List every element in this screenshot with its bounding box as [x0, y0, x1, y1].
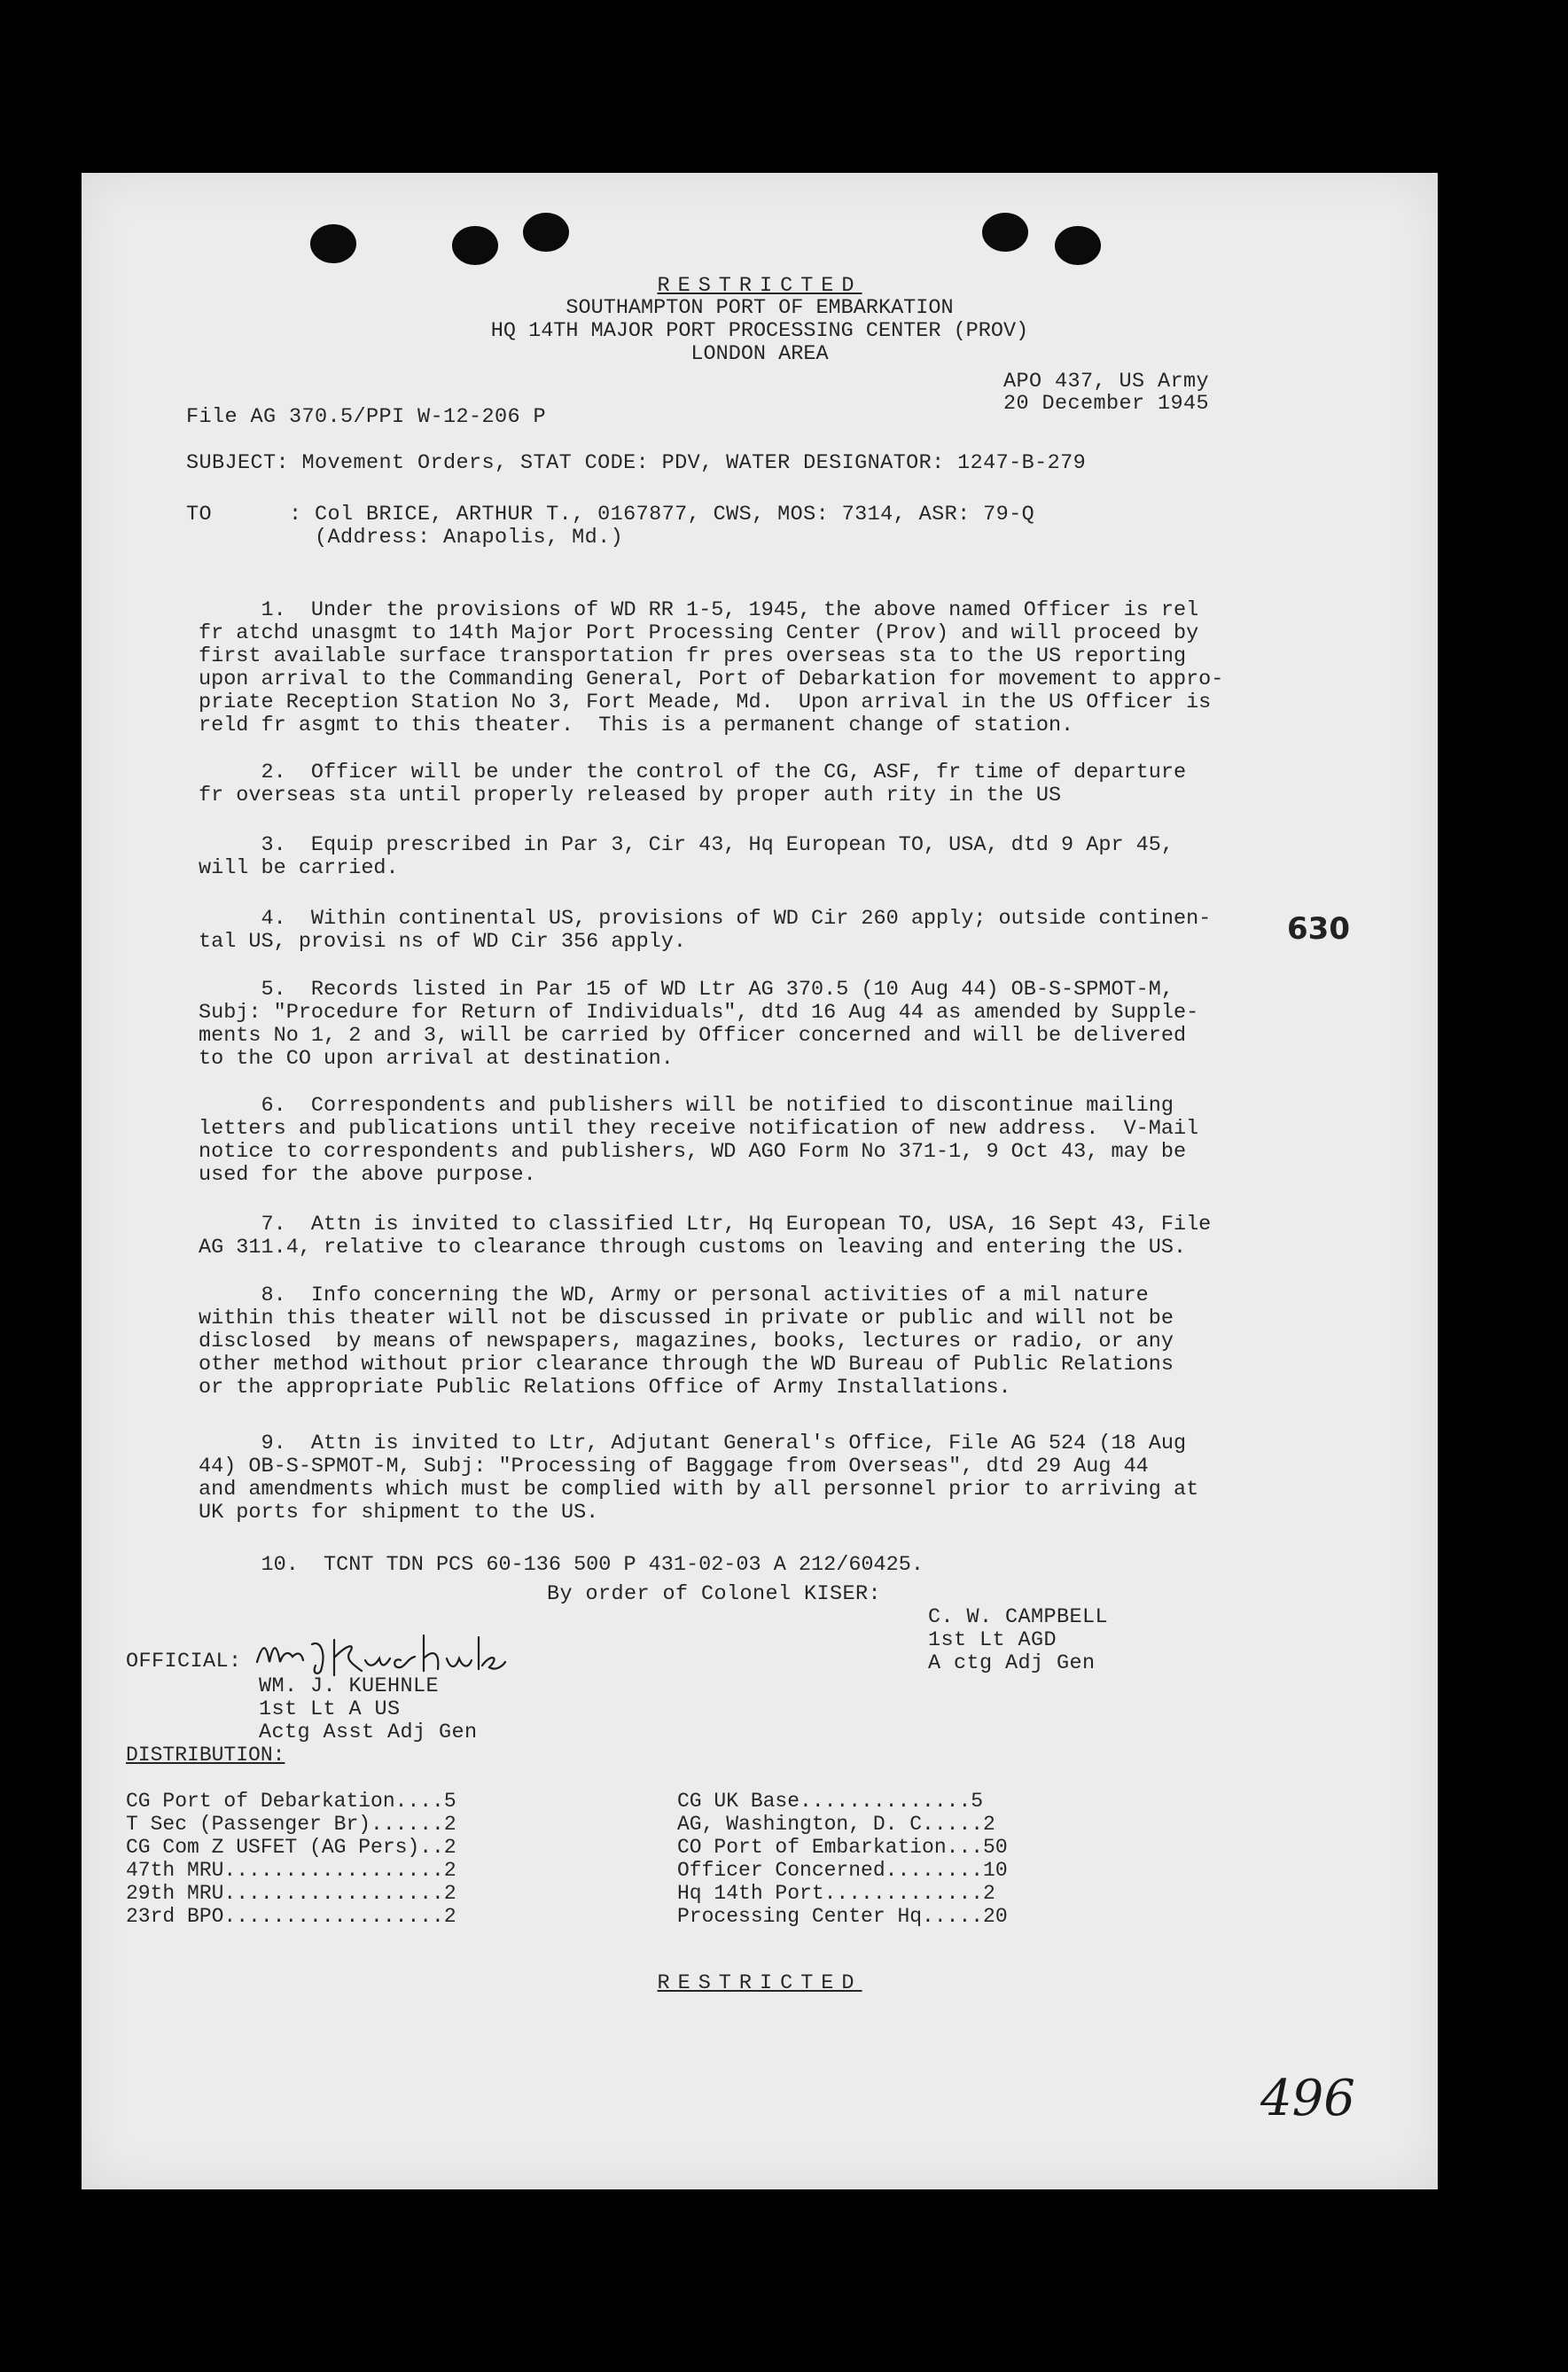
paragraph-line: 2. Officer will be under the control of the CG, ASF, fr time of departure	[199, 761, 1187, 784]
signatory-name: C. W. CAMPBELL	[928, 1605, 1109, 1629]
distribution-title: DISTRIBUTION:	[126, 1744, 285, 1767]
document-page	[82, 173, 1438, 2189]
distribution-item: 23rd BPO..................2	[126, 1905, 456, 1928]
handwritten-signature	[250, 1627, 507, 1680]
distribution-item: Processing Center Hq.....20	[677, 1905, 1008, 1928]
punch-hole-2	[452, 226, 498, 265]
official-rank: 1st Lt A US	[259, 1697, 401, 1721]
paragraph-5	[199, 956, 1422, 1071]
apo-line: APO 437, US Army	[1003, 370, 1210, 394]
paragraph-line: and amendments which must be complied with by all personnel prior to arriving at	[199, 1478, 1199, 1502]
paragraph-line: letters and publications until they receive notification of new address. V-Mail	[199, 1117, 1199, 1141]
paragraph-line: disclosed by means of newspapers, magazines, books, lectures or radio, or any	[199, 1330, 1174, 1354]
paragraph-1	[199, 576, 1422, 737]
paragraph-line: 1. Under the provisions of WD RR 1-5, 1945, the above named Officer is rel	[199, 598, 1199, 622]
page-stamp-number: 630	[1287, 911, 1350, 947]
paragraph-line: to the CO upon arrival at destination.	[199, 1047, 674, 1071]
paragraph-8	[199, 1261, 1422, 1400]
paragraph-line: 5. Records listed in Par 15 of WD Ltr AG 370.5 (10 Aug 44) OB-S-SPMOT-M,	[199, 978, 1174, 1002]
paragraph-line: upon arrival to the Commanding General, Port of Debarkation for movement to appro-	[199, 667, 1224, 691]
distribution-right	[677, 1767, 1008, 1928]
paragraph-line: fr overseas sta until properly released by proper auth rity in the US	[199, 784, 1062, 808]
paragraph-line: notice to correspondents and publishers, WD AGO Form No 371-1, 9 Oct 43, may be	[199, 1140, 1187, 1164]
classification-footer: RESTRICTED	[657, 1971, 862, 1995]
distribution-item: CO Port of Embarkation...50	[677, 1836, 1008, 1859]
distribution-item: CG Com Z USFET (AG Pers)..2	[126, 1836, 456, 1859]
distribution-item: T Sec (Passenger Br)......2	[126, 1813, 456, 1836]
subject-line: SUBJECT: Movement Orders, STAT CODE: PDV, WATER DESIGNATOR: 1247-B-279	[186, 451, 1087, 475]
paragraph-line: 6. Correspondents and publishers will be notified to discontinue mailing	[199, 1094, 1174, 1118]
paragraph-line: priate Reception Station No 3, Fort Meade, Md. Upon arrival in the US Officer is	[199, 691, 1212, 714]
distribution-item: CG UK Base..............5	[677, 1790, 984, 1813]
signatory-rank: 1st Lt AGD	[928, 1628, 1057, 1652]
paragraph-line: 7. Attn is invited to classified Ltr, Hq European TO, USA, 16 Sept 43, File	[199, 1213, 1212, 1237]
paragraph-line: other method without prior clearance through the WD Bureau of Public Relations	[199, 1353, 1174, 1377]
distribution-left	[126, 1767, 456, 1928]
distribution-item: AG, Washington, D. C.....2	[677, 1813, 995, 1836]
org-line-1: SOUTHAMPTON PORT OF EMBARKATION	[566, 296, 954, 320]
classification-header: RESTRICTED	[657, 274, 862, 298]
paragraph-line: used for the above purpose.	[199, 1163, 536, 1187]
paragraph-line: or the appropriate Public Relations Office of Army Installations.	[199, 1376, 1011, 1400]
date-line: 20 December 1945	[1003, 392, 1210, 416]
punch-hole-3	[523, 213, 569, 252]
handwritten-page-number: 496	[1260, 2070, 1355, 2127]
paragraph-line: 3. Equip prescribed in Par 3, Cir 43, Hq European TO, USA, dtd 9 Apr 45,	[199, 833, 1174, 857]
punch-hole-4	[982, 213, 1028, 252]
distribution-item: 29th MRU..................2	[126, 1882, 456, 1905]
distribution-item: Hq 14th Port.............2	[677, 1882, 995, 1905]
paragraph-line: 4. Within continental US, provisions of WD Cir 260 apply; outside continen-	[199, 907, 1212, 931]
paragraph-line: 10. TCNT TDN PCS 60-136 500 P 431-02-03 A 212/60425.	[199, 1553, 924, 1577]
org-line-3: LONDON AREA	[690, 342, 829, 366]
paragraph-line: reld fr asgmt to this theater. This is a permanent change of station.	[199, 714, 1074, 737]
paragraph-7	[199, 1190, 1422, 1260]
distribution-item: CG Port of Debarkation....5	[126, 1790, 456, 1813]
file-number: File AG 370.5/PPI W-12-206 P	[186, 405, 547, 429]
paragraph-2	[199, 738, 1422, 808]
distribution-item: 47th MRU..................2	[126, 1859, 456, 1882]
paragraph-4	[199, 885, 1422, 954]
official-label: OFFICIAL:	[126, 1650, 242, 1674]
official-name: WM. J. KUEHNLE	[259, 1674, 440, 1698]
paragraph-line: 8. Info concerning the WD, Army or personal activities of a mil nature	[199, 1284, 1149, 1307]
paragraph-10	[199, 1531, 1422, 1577]
punch-hole-1	[310, 224, 356, 263]
org-line-2: HQ 14TH MAJOR PORT PROCESSING CENTER (PROV)	[490, 319, 1029, 343]
paragraph-line: will be carried.	[199, 856, 399, 880]
paragraph-line: 9. Attn is invited to Ltr, Adjutant General's Office, File AG 524 (18 Aug	[199, 1432, 1187, 1455]
paragraph-3	[199, 811, 1422, 880]
paragraph-line: fr atchd unasgmt to 14th Major Port Processing Center (Prov) and will proceed by	[199, 621, 1199, 645]
paragraph-line: Subj: "Procedure for Return of Individuals", dtd 16 Aug 44 as amended by Supple-	[199, 1001, 1199, 1025]
paragraph-line: ments No 1, 2 and 3, will be carried by Officer concerned and will be delivered	[199, 1024, 1187, 1048]
distribution-item: Officer Concerned........10	[677, 1859, 1008, 1882]
punch-hole-5	[1055, 226, 1101, 265]
paragraph-line: within this theater will not be discussed in private or public and will not be	[199, 1307, 1174, 1330]
paragraph-line: first available surface transportation fr pres overseas sta to the US reporting	[199, 644, 1187, 668]
paragraph-line: tal US, provisi ns of WD Cir 356 apply.	[199, 930, 686, 954]
paragraph-9	[199, 1409, 1422, 1525]
paragraph-line: 44) OB-S-SPMOT-M, Subj: "Processing of Baggage from Overseas", dtd 29 Aug 44	[199, 1455, 1149, 1479]
to-line-1: TO : Col BRICE, ARTHUR T., 0167877, CWS, MOS: 7314, ASR: 79-Q	[186, 503, 1035, 527]
paragraph-6	[199, 1072, 1422, 1187]
signatory-title: A ctg Adj Gen	[928, 1651, 1096, 1675]
paragraph-line: UK ports for shipment to the US.	[199, 1501, 599, 1525]
to-line-2: (Address: Anapolis, Md.)	[186, 526, 624, 550]
official-title: Actg Asst Adj Gen	[259, 1720, 478, 1744]
paragraph-line: AG 311.4, relative to clearance through customs on leaving and entering the US.	[199, 1236, 1187, 1260]
by-order-line: By order of Colonel KISER:	[547, 1582, 882, 1606]
